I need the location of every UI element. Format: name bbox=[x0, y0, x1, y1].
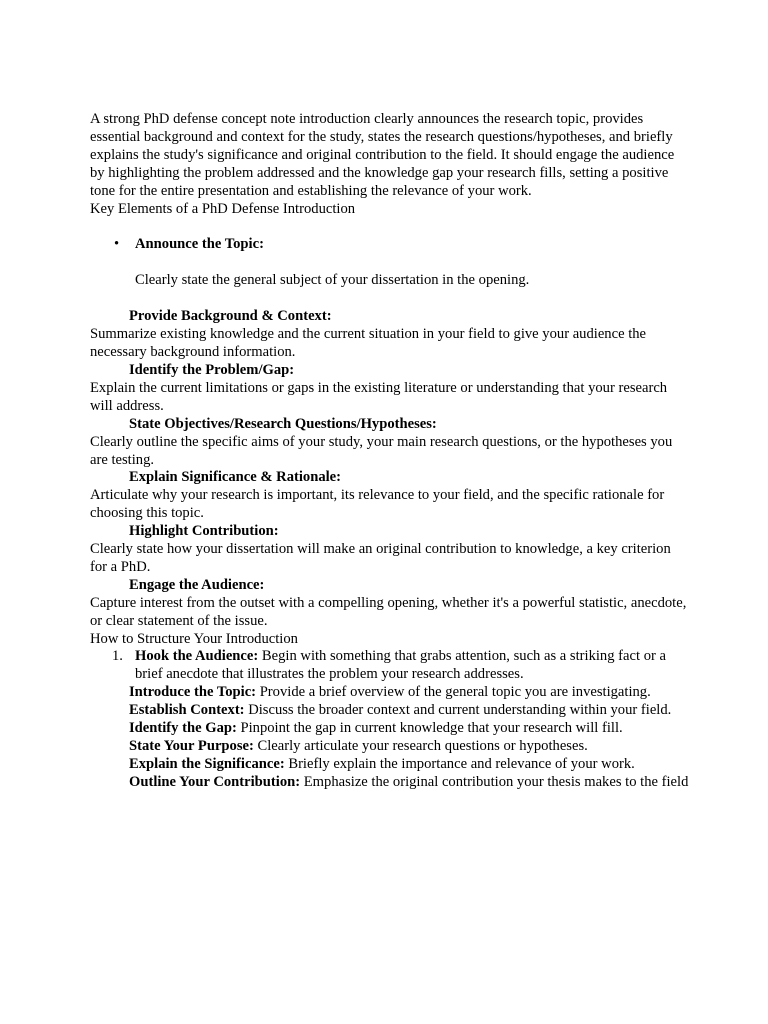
step-establish-context bbox=[90, 702, 690, 720]
list-number: 1. bbox=[112, 648, 123, 665]
step-text: Emphasize the original contribution your thesis makes to the field bbox=[300, 773, 689, 790]
step-state-purpose bbox=[90, 738, 690, 756]
element-heading-engage: Engage the Audience: bbox=[129, 576, 265, 593]
numbered-item-hook bbox=[90, 648, 690, 684]
element-heading-significance: Explain Significance & Rationale: bbox=[129, 469, 342, 486]
numbered-item-heading: Hook the Audience: bbox=[135, 648, 259, 665]
intro-paragraph: A strong PhD defense concept note introduction clearly announces the research topic, provides essential background and context for the study, states the research questions/hypotheses, and briefly explains the study's significance and original contribution to the field. It should engage the audience by highlighting the problem addressed and the knowledge gap your research fills, setting a positive tone for the entire presentation and establishing the relevance of your work. bbox=[90, 111, 675, 199]
key-elements-list bbox=[90, 308, 690, 630]
structure-steps bbox=[90, 684, 690, 791]
step-outline-contribution bbox=[90, 774, 690, 792]
step-heading: State Your Purpose: bbox=[129, 738, 254, 754]
bullet-heading: Announce the Topic: bbox=[135, 236, 264, 253]
step-text: Provide a brief overview of the general topic you are investigating. bbox=[256, 684, 651, 701]
element-heading-problem-gap: Identify the Problem/Gap: bbox=[129, 361, 295, 378]
element-heading-contribution: Highlight Contribution: bbox=[129, 523, 279, 540]
step-text: Clearly articulate your research questions or hypotheses. bbox=[253, 738, 588, 754]
step-text: Discuss the broader context and current understanding within your field. bbox=[244, 702, 672, 719]
numbered-item-text: Begin with something that grabs attention, such as a striking fact or a brief anecdote that illustrates the problem your research addresses. bbox=[135, 648, 666, 683]
step-heading: Outline Your Contribution: bbox=[129, 773, 301, 790]
section-title-structure: How to Structure Your Introduction bbox=[90, 630, 298, 647]
step-introduce-topic bbox=[90, 684, 690, 702]
document-page bbox=[90, 111, 690, 792]
bullet-item-announce-topic bbox=[90, 236, 690, 254]
step-text: Pinpoint the gap in current knowledge that your research will fill. bbox=[236, 720, 623, 737]
step-text: Briefly explain the importance and relevance of your work. bbox=[284, 755, 635, 772]
step-heading: Establish Context: bbox=[129, 702, 245, 719]
step-explain-significance bbox=[90, 756, 690, 774]
step-identify-gap bbox=[90, 720, 690, 738]
step-heading: Introduce the Topic: bbox=[129, 684, 257, 701]
bullet-description: Clearly state the general subject of your dissertation in the opening. bbox=[135, 272, 530, 289]
element-heading-objectives: State Objectives/Research Questions/Hypotheses: bbox=[129, 415, 437, 432]
element-heading-background: Provide Background & Context: bbox=[129, 308, 332, 325]
step-heading: Identify the Gap: bbox=[129, 720, 237, 737]
element-description-significance: Articulate why your research is important, its relevance to your field, and the specific rationale for choosing this topic. bbox=[90, 487, 665, 522]
element-description-contribution: Clearly state how your dissertation will make an original contribution to knowledge, a key criterion for a PhD. bbox=[90, 541, 671, 575]
element-description-background: Summarize existing knowledge and the current situation in your field to give your audience the necessary background information. bbox=[90, 326, 647, 361]
element-description-problem-gap: Explain the current limitations or gaps in the existing literature or understanding that your research will address. bbox=[90, 379, 668, 414]
bullet-icon: • bbox=[114, 236, 120, 253]
element-description-engage: Capture interest from the outset with a compelling opening, whether it's a powerful statistic, anecdote, or clear statement of the issue. bbox=[90, 594, 687, 629]
step-heading: Explain the Significance: bbox=[129, 755, 285, 772]
element-description-objectives: Clearly outline the specific aims of your study, your main research questions, or the hypotheses you are testing. bbox=[90, 433, 673, 468]
section-title-key-elements: Key Elements of a PhD Defense Introduction bbox=[90, 200, 356, 217]
